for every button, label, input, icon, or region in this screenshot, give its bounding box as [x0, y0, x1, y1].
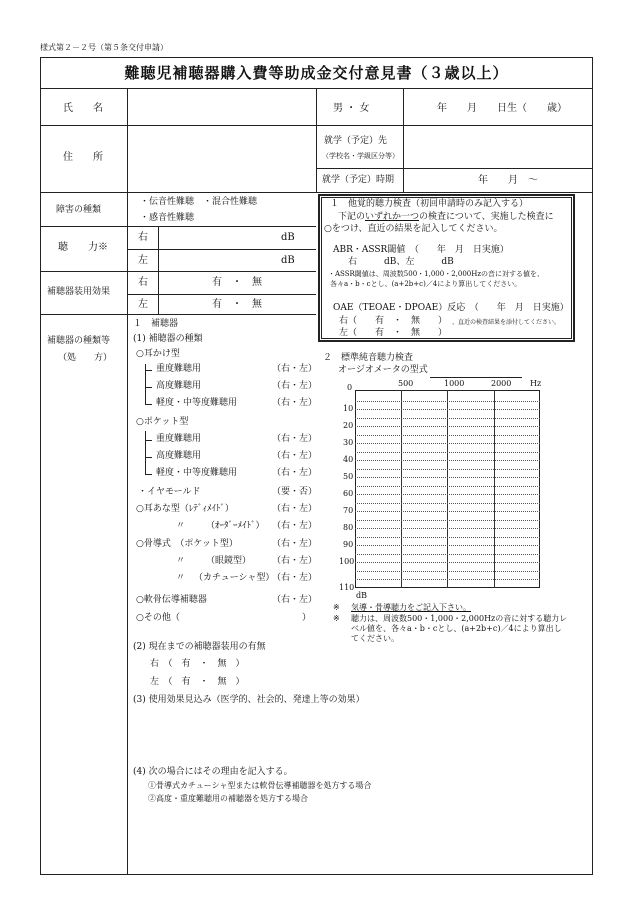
option-pocket-mild[interactable]: 軽度・中等度難聴用: [156, 468, 238, 478]
gridline: [355, 443, 540, 444]
db-unit: dB: [356, 591, 367, 600]
option-bone-pocket[interactable]: ○骨導式 （ポケット型）: [136, 539, 238, 549]
need-select[interactable]: （要・否）: [272, 487, 318, 497]
reason-field[interactable]: [140, 808, 580, 868]
effect-right-select[interactable]: 有 ・ 無: [212, 277, 262, 288]
gridline: [355, 571, 540, 572]
gridline: [494, 390, 495, 588]
side-select[interactable]: （右・左）: [272, 451, 318, 461]
hearing-left-label: 左: [138, 255, 148, 266]
tick: [145, 457, 152, 458]
gridline: [355, 409, 540, 410]
ditto-mark: 〃: [176, 521, 186, 531]
oae-right[interactable]: 右（ 有 ・ 無 ）: [339, 316, 448, 326]
divider: [127, 249, 316, 250]
side-select[interactable]: （右・左）: [272, 556, 318, 566]
gridline: [355, 528, 540, 529]
audiogram-note-1: 気導・骨導聴力をご記入下さい。: [351, 603, 471, 612]
abr-values[interactable]: 右 dB、左 dB: [348, 257, 454, 267]
history-right[interactable]: 右 （ 有 ・ 無 ）: [150, 659, 245, 669]
audiometer-field-line: [430, 377, 522, 378]
divider: [127, 294, 316, 295]
tick: [145, 387, 152, 388]
divider: [316, 168, 593, 169]
oae-note: 、直近の検査結果を添付してください。: [452, 319, 561, 326]
enroll-label: 就学（予定）時期: [322, 175, 395, 185]
db-label: 100: [339, 557, 355, 566]
side-select[interactable]: （右・左）: [272, 539, 318, 549]
divider: [40, 271, 316, 272]
hearing-right-field[interactable]: [160, 228, 275, 246]
gridline: [355, 545, 540, 546]
ditto-mark: 〃: [176, 556, 186, 566]
gridline: [355, 435, 540, 436]
divider: [40, 192, 593, 193]
address-label: 住 所: [63, 152, 103, 163]
gridline: [355, 401, 540, 402]
ditto-mark: 〃: [176, 573, 186, 583]
section-history: (2) 現在までの補聴器装用の有無: [133, 642, 266, 652]
oae-option[interactable]: OAE（TEOAE・DPOAE）反応 （ 年 月 日実施）: [333, 303, 569, 313]
side-select[interactable]: （右・左）: [272, 398, 318, 408]
option-bte-high[interactable]: 高度難聴用: [156, 381, 202, 391]
option-bte-severe[interactable]: 重度難聴用: [156, 364, 202, 374]
section-reason: (4) 次の場合にはその理由を記入する。: [133, 767, 293, 777]
side-select[interactable]: （右・左）: [272, 381, 318, 391]
db-label: 40: [343, 455, 354, 464]
gridline: [355, 554, 540, 555]
reason-item-2: ②高度・重度難聴用の補聴器を処方する場合: [148, 794, 308, 803]
gridline: [355, 452, 540, 453]
gender-select[interactable]: 男 ・ 女: [333, 103, 370, 114]
freq-unit: Hz: [530, 379, 542, 388]
objective-test-heading: １ 他覚的聴力検査（初回申請時のみ記入する）: [330, 199, 529, 209]
db-label: 0: [347, 383, 353, 392]
expected-effect-field[interactable]: [140, 710, 580, 760]
hearing-left-unit: dB: [281, 255, 295, 266]
school-note: （学校名・学級区分等）: [322, 152, 399, 160]
effect-left-label: 左: [138, 299, 148, 310]
objective-test-instruction-2: ○をつけ、直近の結果を記入してください。: [324, 224, 503, 234]
other-field[interactable]: [186, 612, 298, 626]
side-select[interactable]: （右・左）: [272, 573, 318, 583]
option-bte-mild[interactable]: 軽度・中等度難聴用: [156, 398, 238, 408]
disability-option-2[interactable]: ・感音性難聴: [140, 213, 195, 223]
gridline: [355, 503, 540, 504]
db-label: 90: [343, 540, 354, 549]
option-pocket[interactable]: ○ポケット型: [136, 417, 189, 427]
gridline: [355, 418, 540, 419]
hearing-right-unit: dB: [281, 232, 295, 243]
form-number: 様式第２－２号（第５条交付申請）: [40, 43, 168, 52]
gridline: [355, 426, 540, 427]
oae-left[interactable]: 左（ 有 ・ 無 ）: [339, 328, 448, 338]
abr-note-2: 各々a・b・cとし、(a+2b+c)／4により算出してください。: [330, 280, 522, 288]
note-mark: ※: [333, 614, 340, 623]
divider: [403, 88, 404, 125]
hearing-right-label: 右: [138, 232, 148, 243]
prescription-label: 補聴器の種類等: [47, 336, 111, 346]
gridline: [355, 537, 540, 538]
divider: [40, 226, 316, 227]
option-bone-glasses[interactable]: （眼鏡型）: [206, 556, 252, 566]
option-ite-ready[interactable]: ○耳あな型（ﾚﾃﾞｨﾒｲﾄﾞ）: [136, 504, 234, 514]
option-behind-ear[interactable]: ○耳かけ型: [136, 349, 180, 359]
name-label: 氏 名: [63, 103, 103, 114]
effect-label: 補聴器装用効果: [47, 287, 111, 297]
enroll-field[interactable]: 年 月 ～: [478, 175, 538, 186]
gridline: [355, 511, 540, 512]
db-label: 80: [343, 523, 354, 532]
audiogram-heading: ２ 標準純音聴力検査: [323, 353, 414, 363]
freq-label: 2000: [491, 379, 512, 388]
freq-label: 1000: [444, 379, 465, 388]
gridline: [401, 390, 402, 588]
gridline: [355, 486, 540, 487]
gridline: [355, 520, 540, 521]
form-title: 難聴児補聴器購入費等助成金交付意見書（３歳以上）: [124, 64, 509, 82]
section-expected-effect: (3) 使用効果見込み（医学的、社会的、発達上等の効果）: [133, 695, 365, 705]
disability-option-1[interactable]: ・伝音性難聴 ・混合性難聴: [140, 197, 258, 207]
tick: [145, 440, 152, 441]
audiometer-label: オージオメータの型式: [338, 365, 428, 375]
gridline: [355, 494, 540, 495]
divider: [127, 314, 128, 875]
side-select[interactable]: （右・左）: [272, 521, 318, 531]
side-select[interactable]: （右・左）: [272, 364, 318, 374]
name-field[interactable]: [128, 89, 316, 125]
section-aid-type: (1) 補聴器の種類: [133, 334, 203, 344]
db-label: 20: [343, 421, 354, 430]
side-select[interactable]: （右・左）: [272, 468, 318, 478]
effect-left-select[interactable]: 有 ・ 無: [212, 299, 262, 310]
divider: [158, 226, 159, 314]
gridline: [447, 390, 448, 588]
prescription-label-sub: （処 方）: [58, 353, 113, 363]
audiometer-field[interactable]: [430, 364, 522, 377]
option-ite-custom[interactable]: （ｵｰﾀﾞｰﾒｲﾄﾞ）: [206, 521, 265, 531]
option-earmold[interactable]: ・イヤモールド: [138, 487, 201, 497]
side-select[interactable]: （右・左）: [272, 504, 318, 514]
option-cartilage[interactable]: ○軟骨伝導補聴器: [136, 595, 207, 605]
history-left[interactable]: 左 （ 有 ・ 無 ）: [150, 677, 245, 687]
option-pocket-severe[interactable]: 重度難聴用: [156, 434, 202, 444]
hearing-label: 聴 力※: [58, 242, 108, 253]
address-field[interactable]: [128, 126, 316, 192]
tick: [145, 370, 152, 371]
gridline: [355, 460, 540, 461]
effect-right-label: 右: [138, 277, 148, 288]
db-label: 10: [343, 404, 354, 413]
tick: [145, 404, 152, 405]
objective-test-instruction: 下記のいずれか一つの検査について、実施した検査に: [338, 212, 554, 222]
db-label: 60: [343, 489, 354, 498]
other-close: ）: [302, 613, 312, 623]
db-label: 70: [343, 506, 354, 515]
abr-option[interactable]: ABR・ASSR閾値 （ 年 月 日実施）: [333, 245, 509, 255]
divider: [40, 314, 316, 315]
option-other[interactable]: ○その他（: [136, 613, 180, 623]
option-bone-headband[interactable]: （カチューシャ型）: [194, 573, 275, 583]
bracket: [145, 431, 146, 475]
freq-label: 500: [398, 379, 414, 388]
disability-label: 障害の種類: [56, 205, 102, 215]
abr-note-1: ・ASSR閾値は、周波数500・1,000・2,000Hzの音に対する値を、: [328, 270, 545, 278]
audiogram-note-2b: ベル値を、各々a・b・cとし、(a+2b+c)／4により算出し: [351, 624, 562, 633]
option-pocket-high[interactable]: 高度難聴用: [156, 451, 202, 461]
school-field[interactable]: [404, 126, 592, 168]
hearing-left-field[interactable]: [160, 251, 275, 269]
side-select[interactable]: （右・左）: [272, 595, 318, 605]
birth-date-field[interactable]: 年 月 日生（ 歳）: [437, 103, 567, 114]
audiogram-note-2c: てください。: [351, 634, 399, 643]
gridline: [355, 469, 540, 470]
school-label: 就学（予定）先: [324, 136, 388, 146]
reason-item-1: ①骨導式カチューシャ型または軟骨伝導補聴器を処方する場合: [148, 781, 372, 790]
gridline: [355, 477, 540, 478]
gridline: [355, 562, 540, 563]
db-label: 30: [343, 438, 354, 447]
db-label: 50: [343, 472, 354, 481]
note-mark: ※: [333, 603, 340, 612]
audiogram-note-2: 聴力は、周波数500・1,000・2,000Hzの音に対する聴力レ: [351, 614, 568, 623]
side-select[interactable]: （右・左）: [272, 434, 318, 444]
gridline: [355, 579, 540, 580]
section-hearing-aid: １ 補聴器: [133, 319, 179, 329]
tick: [145, 474, 152, 475]
db-label: 110: [339, 583, 355, 592]
divider: [316, 88, 317, 192]
